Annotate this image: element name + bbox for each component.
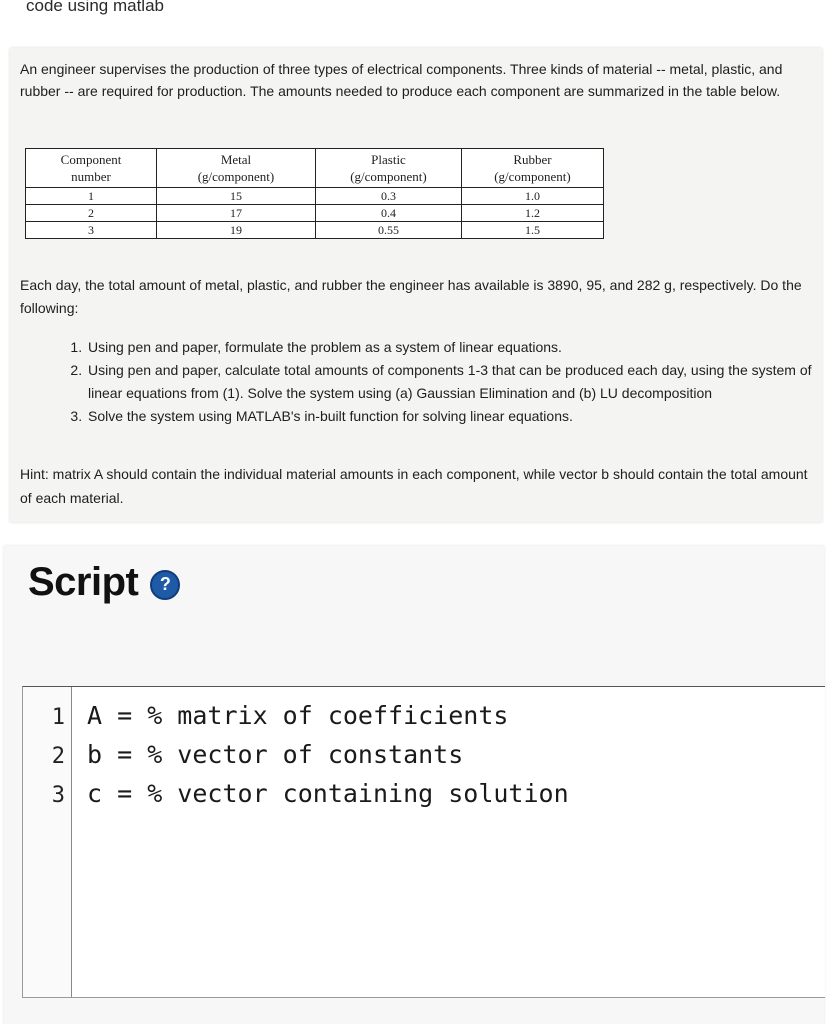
list-item: 3. Solve the system using MATLAB's in-built function for solving linear equations. (86, 405, 826, 428)
header-line: (g/component) (350, 169, 427, 184)
header-line: Plastic (371, 152, 406, 167)
daily-availability-text: Each day, the total amount of metal, plastic, and rubber the engineer has available is 3890, 95, and 282 g, respectively. Do the following: (20, 277, 802, 316)
table-row (26, 205, 604, 222)
code-line[interactable]: b = % vector of constants (87, 740, 464, 769)
line-number: 1 (51, 705, 65, 730)
code-line[interactable]: c = % vector containing solution (87, 779, 569, 808)
table-row (26, 188, 604, 205)
header-component (26, 149, 157, 188)
table-cell: 1.0 (462, 188, 604, 205)
question-circle-icon[interactable]: ? (150, 570, 180, 600)
table-cell: 1.5 (462, 222, 604, 239)
table-cell: 1.2 (462, 205, 604, 222)
list-item: 1. Using pen and paper, formulate the problem as a system of linear equations. (86, 336, 826, 359)
table-cell: 2 (26, 205, 157, 222)
table-cell: 0.3 (316, 188, 462, 205)
header-line: Rubber (513, 152, 552, 167)
header-line: Metal (220, 152, 252, 167)
problem-card (10, 48, 822, 522)
line-number-gutter (23, 687, 72, 997)
materials-table (25, 148, 604, 239)
table-cell: 0.55 (316, 222, 462, 239)
code-line[interactable]: A = % matrix of coefficients (87, 701, 509, 730)
table-cell: 19 (157, 222, 316, 239)
hint-text: Hint: matrix A should contain the individual material amounts in each component, while vector b should contain the total amount of each material. (20, 466, 808, 506)
line-number: 2 (51, 744, 65, 769)
list-item: 2. Using pen and paper, calculate total amounts of components 1-3 that can be produced each day, using the system of linear equations from (1). Solve the system using (a) Gaussian Elimination and (b) LU decomposition (86, 359, 826, 405)
table-cell: 15 (157, 188, 316, 205)
script-title: Script (28, 560, 139, 604)
table-cell: 0.4 (316, 205, 462, 222)
table-cell: 17 (157, 205, 316, 222)
page-caption: code using matlab (26, 0, 164, 15)
header-line: Component (60, 152, 122, 167)
header-line: (g/component) (494, 169, 571, 184)
materials-table-wrapper (25, 148, 604, 239)
task-list (44, 336, 826, 428)
header-metal (157, 149, 316, 188)
line-number: 3 (51, 783, 65, 808)
code-editor[interactable] (22, 686, 825, 998)
header-plastic (316, 149, 462, 188)
table-cell: 1 (26, 188, 157, 205)
script-panel (4, 546, 824, 1024)
header-line: number (71, 169, 111, 184)
table-header-row (26, 149, 604, 188)
script-header (28, 560, 180, 605)
header-rubber (462, 149, 604, 188)
table-row (26, 222, 604, 239)
table-cell: 3 (26, 222, 157, 239)
problem-intro: An engineer supervises the production of three types of electrical components. Three kinds of material -- metal, plastic, and rubber -- are required for production. The amounts needed to produce each component are summarized in the table below. (20, 61, 783, 99)
header-line: (g/component) (197, 169, 275, 184)
